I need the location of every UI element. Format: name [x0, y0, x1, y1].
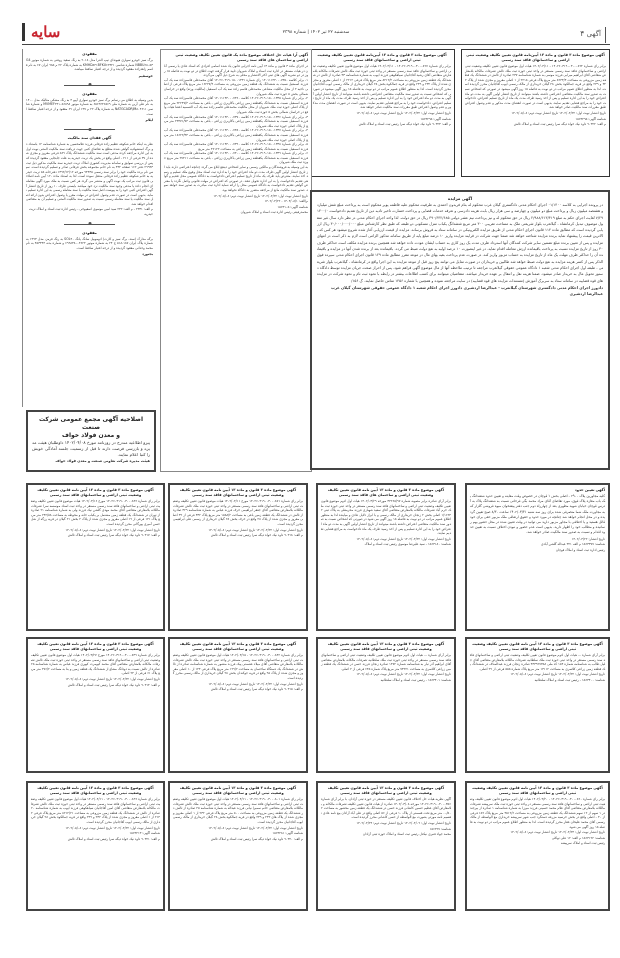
- notice-city: بجنورد: [142, 252, 153, 257]
- notice-top-2: [309, 49, 455, 177]
- notice-dispute-board: [160, 49, 312, 472]
- notice-title: آگهی موضوع ماده ۳ قانون و ماده ۱۳ آیین نامه قانون تعیین تکلیف وضعیت ثبتی اراضی و ساختمانهای فاقد سند رسمی: [179, 642, 297, 651]
- notice-title: آگهی موضوع ماده ۳ قانون و ماده ۱۳ آیین نامه قانون تعیین تکلیف وضعیت ثبتی اراضی و ساختمان های فاقد سند رسمی: [327, 488, 445, 497]
- notice-code: شناسه: ۱۵۶۳۳۷۷ م الف ۳۲۱ عبداله گلشن آبادی: [540, 542, 605, 547]
- notice-signature: محمد جواد قنبری نیکدل رئیس ثبت اسناد و املاک حوزه ثبتی آزادان: [362, 832, 451, 837]
- lost-documents-column: [22, 49, 156, 407]
- notice-signature: م الف: ۹۰۳۲۱ داود نیک خواه دیگه سرا رئیس ثبت اسناد و املاک تالش: [67, 836, 160, 841]
- notice-body: برابر رای شماره ۱۴۰۲۶۰۳۱۹۰۰۳۰۰۰۸۹۹ - ۱۴۰۲/۰۴/۱۱ هیات اول موضوع قانون تعیین تکلیف وضعیت ثبتی اراضی و ساختمانهای فاقد سند رسمی مستقر در واحد ثبتی حوزه ثبت ملک تالش تصرفات مالکانه بلامعارض متقاضی آقای امین آقاجانیان سیاهکوهی فرزند ایوب به شماره شناسنامه ۲۰ صادره از تالش در ششدانگ یک قطعه زمین مزروعی به مساحت ۸۲۱۲/۲۱ متر مربع پلاک فرعی ۲۲۱۴ از ۱ اصلی مفروز و مجزی شده از پلاک ۲۳۲ و ۲۳۹ واقع در قریه جمالکوه بخش ۲۸ گیلان خریداری از مالک رسمی ایوب آقاجانیان محرز گردیده است.: [31, 797, 161, 824]
- notice-dates: تاریخ انتشار نوبت اول: ۱۴۰۲/۰۴/۲۲ تاریخ انتشار نوبت دوم: ۱۴۰۲/۰۵/۰۸: [208, 681, 303, 686]
- notice-body: برگ سبز خودرو سواری هیوندای تیپ النترا مدل ۲۰۱۸ به رنگ سفید روغنی به شماره موتور G4NBBU۶۸۰۵۳ شماره شاسی KMHD۸۴۱BFKU۶۲۳۲۱ به شماره پلاک ۲۲ م ۹۸۵ ایران ۶۷ به نام قاسم زاهدزاده مفقود گردیده و از درجه اعتبار ساقط میباشد.: [26, 58, 153, 72]
- notice-title: مفقودی: [82, 230, 97, 235]
- notice-signature: محمدرفیعی رئیس اداره ثبت اسناد و املاک شیروان: [240, 210, 308, 215]
- notice-signature: دادورز اجرای احکام مدنی دادگستری شهرستان گیلانغرب - عبدالرضا اردشیری دادورز اجرای احکام شعبه ۱ دادگاه عمومی حقوقی شهرستان گیلان غرب عبدالرضا اردشیری: [331, 285, 603, 296]
- notice-code: شناسه آگهی: ۱۵۶۳۲۹۵: [575, 116, 606, 121]
- notice-signature: م الف: ۲۳۳۱ - م الف: ۲۳۲ سید امین موسوی اسفیوخی - رئیس اداره ثبت اسناد و املاک تربت حیدریه: [28, 207, 153, 217]
- auction-notice: [310, 190, 610, 470]
- notice-title: آگهی مزایده: [447, 196, 473, 201]
- notice-body: برابر رای شماره ۱۴۰۲۶۰۳۱۹۰۰۳۰۰۰۸۹۷ - ۱۴۰۲/۰۴/۱۱ هیات اول موضوع قانون تعیین تکلیف وضعیت ثبتی اراضی و ساختمانهای فاقد سند رسمی مستقر در واحد ثبتی حوزه ثبت ملک تالش تصرفات مالکانه بلامعارض متقاضی آقای رشید آقاجانیان سیاهکوهی فرزند ایوب به شماره شناسنامه ۳۳ صادره از تالش در ششدانگ یک قطعه زمین مزروعی به مساحت ۸۲۱۲/۲ متر مربع پلاک فرعی ۲۲۱۲ از ۱ اصلی مفروز و مجزی شده از پلاک ۲۳۲ و ۲۳۹ واقع در قریه جمالکوه بخش ۲۸ گیلان خریداری از مالک رسمی ایوب آقاجانیان محرز گردیده است. لذا به منظور اطلاع عموم مراتب در دو نوبت به فاصله ۱۵ روز آگهی میشود در صورتی که اشخاص نسبت به صدور سند مالکیت متقاضی اعتراضی داشته باشند میتوانند از تاریخ انتشار اولین آگهی به مدت دو ماه اعتراض خود را به این اداره تسلیم و پس از اخذ رسید ظرف مدت یک ماه از تاریخ تسلیم اعتراض، دادخواست خود را به مراجع قضایی تقدیم نمایند. بدیهی است در صورت انقضای مدت مذکور و عدم وصول اعتراض طبق مقررات سند مالکیت صادر خواهد شد.: [313, 64, 452, 110]
- notice-body: برابر رای شماره ۱۴۰۲۶۰۳۱۹۰۰۳۰۰۰۸۳۶ مورخ ۱۴۰۲/۰۳/۱۶ هیات موضوع قانون تعیین تکلیف وضعیت ثبتی اراضی و ساختمانهای فاقد سند رسمی مستقر در واحد ثبت اسناد موسسه سرا تصرفات مالکانه بلامعارض متقاضی آقای محمد مهدی گلشن نیک فرزند ولی به شماره شناسنامه ۲۱ صادره از تهران در ششدانگ یک قطعه زمین مشتمل بر یکباب خانه و محوطه به مساحت ۲۴۲/۵۸ متر مربع پلاک ۱۴۱ فرعی از ۱۹ اصلی مفروز و مجزی شده از پلاک ۲ بخش ۲۱ گیلان در قریه رزگه از شل حسن آمیری پورگانی محرز گردیده است.: [31, 499, 160, 526]
- notice-body: برابر رای شماره ۱۴۰۲۶۰۳۱۹۰۰۳۰۰۰۸۹۴ - ۱۴۰۲/۰۴/۱۱ هیات اول موضوع قانون تعیین تکلیف وضعیت ثبتی اراضی و ساختمانهای فاقد سند رسمی مستقر در واحد ثبتی حوزه ثبت ملک تالش تصرفات مالکانه بلامعارض متقاضی آقای ابراهیم میرابی فرزند موسی به شماره شناسنامه ۲۳۷ صادره از تالش در ششدانگ یک قطعه زمین مزروعی به مساحت ۸۲۴۳/۴ متر مربع پلاک فرعی ۲۲۱۵ از ۱ اصلی مفروز و مجزی شده از پلاک ۲۳۲ و ۲۳۹ واقع در قریه جمالکوه بخش ۲۸ گیلان خریداری از مالک رسمی ایوب آقاجانیان محرز گردیده است. لذا به منظور اطلاع عموم مراتب در دو نوبت به فاصله ۱۵ روز آگهی میشود در صورتی که اشخاص نسبت به صدور سند مالکیت متقاضی اعتراضی داشته باشند میتوانند از تاریخ انتشار اولین آگهی به مدت دو ماه اعتراض خود را به این اداره تسلیم و پس از اخذ رسید ظرف مدت یک ماه از تاریخ تسلیم اعتراض، دادخواست خود را به مراجع قضایی تقدیم نمایند. بدیهی است در صورت انقضای مدت مذکور و عدم وصول اعتراض طبق مقررات سند مالکیت صادر خواهد شد.: [464, 64, 606, 110]
- notice-body: برابر آرای شماره ... هیات اول ادوم موضوع قانون تعیین تکلیف وضعیت ثبتی اراضی و ساختمانهای فاقد سند رسمی مستقر در واحد ثبتی حوزه ثبت ملک سلطانیه تصرفات مالکانه بلامعارض متقاضی آقای جلیل طالب به شناسنامه شماره ۱۵۴ کد ملی ۴۳۳۹۲۷۳۵۸ صادره زنجان فرزند عبدالمناف در ششدانگ یک قطعه زمین زراعی کلاسری به مساحت ۱۳۱۱۲ متر مربع پلاک شماره ۵۵۵ فرعی از ۲۹ اصلی.: [470, 653, 605, 671]
- notice-body: برگه مدارک (سند، برگ سبز و کارت) اتوموبیل سانگ یانگ SOL۴۰ به رنگ قرمز، مدل ۱۳۹۳ به شماره پلاک ایران ۱۸۷-۵۱۸ ج ۲۴ به شماره موتور ۶۹۹۸۳۸۰۰۴۶۲۴ و شماره بدنه ۴۵۳۳۴۴ به نام محمد وحدانی مفقود گردیده و از درجه اعتبار ساقط است.: [26, 236, 153, 250]
- list-item: ۳- برابر رای شماره ۱۴۰۲۶۰۳۱۹۰۱۵۰۰۱۳۳۶ کلاسه ۱۴۰۱۱۱۴۴۰۰۰۷۳۷۰ آقای محمدعلی قاسم‌زاده سه یک آب فرزند اسمعیل نسبت به ششدانگ یکقطعه زمین زراعی باکاربری زراعی - باغی به مساحت ۲۳۴۷۱/۷۴ متر مربع از پلاک اصلی حوزه ثبت ملک شیروان: [164, 114, 308, 128]
- notice-body: برابر رای شماره ۱۴۰۲۶۰۳۱۹۰۰۳۰۰۰۸۰۱ - ۱۴۰۲/۰۴/۱۱ هیات اول موضوع قانون تعیین تکلیف وضعیت ثبتی اراضی و ساختمانهای فاقد سند رسمی مستقر در واحد ثبتی حوزه ثبت ملک تالش تصرفات مالکانه بلامعارض متقاضی خانم سمیرا نیانی فرزند عبداله به شماره شناسنامه ۲۵ صادره از تالش در ششدانگ یک قطعه زمین مزروعی به مساحت ۵۰۰ متر مربع پلاک فرعی ۲۳۲ از ۱ اصلی مفروز و مجزی شده از پلاک های ۲۳۲ و ۲۳۹ واقع در قریه جمالکوه بخش ۲۸ گیلان خریداری از مالک رسمی ایوب آقاجانیان محرز گردیده است.: [173, 797, 304, 824]
- notice-body: برابر رای شماره ۱۴۰۲۶۰۳۱۹۰۰۳۰۰۰۸۹۰ - ۱۴۰۲/۰۴/۲۰ هیات اول ادوم موضوع قانون تعیین تکلیف وضعیت ثبتی اراضی و ساختمانهای فاقد سند رسمی مستقر در واحد ثبتی حوزه ثبت ملک سرپیشه تصرفات مالکانه بلامعارض متقاضی آقای غلام محمد حسینی فرزند میرزا به شماره شناسنامه ۱ صادره از بیرجند در ۱ سهم از ۱۲ سهم ششدانگ یک قطعه زمین مزروعی به مساحت ۳۵۱۲/۶ متر مربع پلاک ۱۵۹ فرعی از ۴۰ - اصلی واقع در بخش خرسیه مزرعه دستگرد جنب شهر سرپیشه خریداری مع الواسطه از مالک رسمی آقای محمد علیخان غفار محرز گردیده است. لذا به منظور اطلاع عموم مراتب در دو نوبت به فاصله ۱۵ روز آگهی می شود.: [470, 797, 605, 829]
- section-label: [577, 27, 606, 43]
- notice-dates: تاریخ انتشار نوبت اول: ۱۴۰۲/۰۴/۲۲ تاریخ انتشار نوبت دوم: ۱۴۰۲/۰۵/۰۸: [356, 536, 451, 541]
- notice-body: کلیه مجاورین پلاک ۲۹۰۰ - اصلی بخش ۱ قوچان در خصوص وقت معاینه و تعیین حدود ششدانگ یک باب مغازه پلاک فوق، مورد تقاضای آقای مراد محمد بگی فرخانی نسبت به ششدانگ پلاک به آدرس قوچان خیابان شهید مطهری بعد از چهارراه دوم جنب دفتر پیشخوان میوه فروشی گلزار که به مجاورت ملک شما متصرفی شده برای روز سه شنبه ۱۴۰۲/۰۴/۳۱ ساعت ۸/۳۰ صبح تعیین گردیده و در محل انجام خواهد شد چنانچه در مورد حدود و حقوق ارتفاقی ملک مزبور حقی برای خود قائل هستید و یا اختلافی با مجاور مزبور دارید می توانید در وقت تعیین شده در محل حضور بهم رسانیده و مطالب خود را اظهار دارید. بدیهی است عدم حضور و نبودن اختلاف نسبت به تعیین حدود اقدام و نسبت به صدور سند مالکیت صادر خواهد شد.: [470, 494, 605, 535]
- notice-signature: م الف: ۹۰۳۲۰ داود نیک خواه دیگه سرا رئیس ثبت اسناد و املاک تالش: [210, 836, 303, 841]
- list-item: ۱- برابر کلاسه ۱۴۰۱۱۱۴۴۰۰۰۷۳۵۰ رای شماره ۱۴۰۲۶۰۳۱۹۰۱۵۰۰۱۳۳۱ آقای محمدعلی قاسم‌زاده سه یک آب فرزند اسمعیل نسبت به ششدانگ یک قطعه زمین مزروعی به مساحت ۱۶۲۲۷/۴ متر مربع پلاک فرعی از اصلی ناحیه ۲ از محل مالکیت مشاعی محمدعلی قاسم زاده سه یک آب اسمعیل (مالکیت ورثه) واقع در خراسان شمالی بخش ۵ حوزه ثبت ملک شیروان: [164, 77, 308, 96]
- notice-code: شناسه: ۱۵۶۲۲۷: [429, 826, 451, 831]
- notice-signature: م الف: ۹۰۳۱۸ داود نیک خواه دیگه سرا رئیس ثبت اسناد و املاک تالش: [210, 533, 303, 538]
- notice-row2-1: [316, 483, 456, 631]
- notice-code: شناسه آگهی: ۱۵۶۳۲۱۳: [129, 831, 160, 836]
- notice-row2-3: [26, 483, 165, 631]
- notice-code: شناسه: ۱۵۶۳۱۹۲ م الف: ۱۲ علی توکلی: [551, 835, 605, 840]
- notice-dates: تاریخ انتشار نوبت اول: ۱۴۰۲/۰۴/۲۲ تاریخ انتشار نوبت دوم: ۱۴۰۲/۰۵/۰۸: [208, 825, 303, 830]
- correction-body: پیرو اطلاعیه مندرج در روزنامه مورخ ۱۴۰۲/۰۴/۰۸ داوطلبان هیئت مدیره و بازرسی فرصت دارند تا قبل از رسمیت جلسه آمادگی خویش را کتبا اعلام نمایند.: [32, 440, 150, 457]
- notice-body: در پرونده اجرایی به کلاسه ۰۱/۱۴۰۰ اجرای احکام مدنی دادگستری گیلان غرب محکوم له بنام فریدون احمدی به طرفیت محکوم علیه فاطمه پوپر محکوم است به پرداخت مبلغ شش میلیارد و هشتصد میلیون ریال و پرداخت مبلغ دو میلیون و چهارصد و سی هزار ریال بابت هزینه دادرسی و تعرفه خدمات قضایی و پرداخت خسارت تاخیر تادیه دین از تاریخ تقدیم دادخواست ۱۴۰۰/۰۷/۲۹ لغایت اجرای حکم به مبلغ ۲/۹۸۸/۶۱۳/۳۱۹ ریال در حق محکوم له و نیز پرداخت نیم عشر دولتی ۳۹۰/۶۴۲/۶۸۵ ریال در حق دولت. لذا واحد اجرای احکام مدنی در نظر دارد سال غیر منقول موصوف تبدیل کرمانشاه - گیلانغرب بلوار شریعتی ملک به مساحت تقریبی ۳۰۰ متر مربع ششدانگ یکباب منزل مسکونی دو طبقه که طبق نظر کارشناس مبلغ ۳۰/۰۰۰/۰۰۰/۰۰۰ ریال ارزیابی گردیده است که مطابق ماده ۱۱۴ قانون اجرای احکام مدنی از طریق مزایده الکترونیکی در سامانه ستاد به فروش برساند. مزایده از قیمت ارزیابی آغاز شده شروع میشود هر کس که بالاترین قیمت را پیشنهاد نماید برنده مزایده شناخته خواهد شد ضمنا جهت شرکت در فرایند مزایده واریز ۱۰ درصد مبلغ پایه از طریق سامانه مذکور الزامی است لازم به ذکر است در انتهای مزایده و پس از تعیین برنده مبلغ تضمین سایر شرکت کنندگان آنها استرداد ظرف مدت یک روز کاری به حساب ایشان عودت داده خواهد شد همچنین برنده مزایده مکلف است حداکثر ظرف ۳۰ روز از تاریخ مزایده نسبت به پرداخت باقیمانده ارزش معامله اقدام نماید. در غیر اینصورت ۱۰ درصد اولیه به نفع دولت ضبط می گردد. باقیمانده بعد از برنده شدن آنها در مزایده و باقیمانده آن را حداکثر ظرف مهلت یک ماه از تاریخ مزایده به حساب مزبور واریز کند. در صورت عدم پرداخت بقیه بهای مال در موعد مقرر مطابق ماده ۱۲۹ قانون اجرای احکام مدنی سپرده فوق الذکر پس از کسر هزینه مزایده به نفع دولت ضبط خواهد شد طالبین و خریداران در صورت تمایل می توانند پنج روز قبل از موعد مزایده به این اجرا واقع در کرمانشاه - گیلانغرب بلوار شریعتی - طبقه اول اجرای احکام مدنی شعبه ۱ دادگاه عمومی حقوقی گیلانغرب مراجعه تا ترتیب ملاحظه آنها از مال موضوع آگهی فراهم شود. پس از احراز صحت جریان مزایده توسط دادگاه دستور تحویل مال به خریدار صادر میشود. ضمنا هزینه نقل و انتقال بر عهده خریدار میباشد. متقاضیان میتوانند برای کسب اطلاعات بیشتر در رابطه با نحوه ثبت نام و نحوه شرکت در مزایده های قوه قضاییه در سامانه ستاد به سربرگ آموزش (مستندات مزایده های قوه قضاییه) در سایت مراجعه نموده و همچنین با شماره ۱۴۵۶ تماس حاصل نمایند. گ ۱۵۶/: [317, 203, 603, 283]
- notice-body: برابر آرای صادره برابر مصوبه شماره ۳۴۲۶۵/۹۷ مورخه ۱۴۰۲/۰۳/۲۹ هیات اول ادوم موضوع قانون تعیین تکلیف وضعیت ثبتی اراضی و ساختمانهای فاقد سند رسمی مستقر در واحد ثبتی حوزه ثبت ملک خرم آباد تصرفات مالکانه بلامعارض متقاضی آقای سعید شهبازی فرزند محرمعلی به پلاک ثبتی ۲۱/۱۶۲۴ اصلی بخش ۲ زنجان خریداری از مالک رسمی و با ابراز دلایل عادی و میاینده لذا به منظور اطلاع عموم مراتب در دو نوبت به فاصله ۱۵ روز آگهی می شود در صورتی که اشخاص نسبت به صدور سند مالکیت متقاضی اعتراض داشته باشند میتوانند از تاریخ انتشار اولین آگهی به مدت دو ماه اعتراض خود را به این اداره تسلیم و پس از اخذ رسید ظرف یک ماه دادخواست به مراجع قضایی تقدیم نمایند.: [321, 499, 451, 536]
- notice-signature: شناسه: ۱۵۶۳۴۰۰ - رئیس ثبت اسناد و املاک سلطانیه: [534, 677, 605, 682]
- list-item: ۵- برابر رای شماره ۱۴۰۲۶۰۳۱۹۰۱۵۰۰۱۳۳۸ کلاسه ۱۴۰۱۱۱۴۴۰۰۰۷۳۹۰ آقای محمدعلی قاسم‌زاده سه یک آب فرزند اسمعیل نسبت به ششدانگ یکقطعه زمین زراعی به مساحت ۳۶۱۲۲ متر مربع: [164, 142, 308, 151]
- notice-dates: تاریخ انتشار نوبت اول: ۱۴۰۲/۰۴/۲۲ تاریخ انتشار نوبت دوم: ۱۴۰۲/۰۵/۰۸: [208, 527, 303, 532]
- separator: [26, 220, 153, 228]
- notice-dates: تاریخ انتشار نوبت اول: ۱۴۰۲/۰۴/۲۲ تاریخ انتشار نوبت دوم: ۱۴۰۲/۰۵/۰۸: [65, 527, 160, 532]
- notice-title: آگهی موضوع ماده ۳ قانون و ماده ۱۳ آیین‌نامه قانون تعیین تکلیف وضعیت ثبتی اراضی و ساختمانهای فاقد سند رسمی: [466, 53, 605, 62]
- notice-city: خوسفیم: [138, 73, 153, 78]
- notice-row3-2: [316, 637, 456, 773]
- notice-row4-3: [168, 781, 308, 911]
- notice-intro: در اجرای ماده ۳ قانون و ماده ۱۳ آیین نامه اجرایی قانون یاد شده اسامی افرادی که اسناد عادی یا رسمی آنان در هیات مستقر در اداره ثبت اسناد و املاک شیروان تایید قرار گرفته جهت اطلاع در دو نوبت به فاصله ۱۵ روز در دو نشریه آگهی های ثبتی اکثر الانتشار و محلی به شرح ذیل آگهی می‌گردد.: [164, 64, 309, 78]
- list-item: ۴- برابر رای شماره ۱۴۰۲۶۰۳۱۹۰۱۵۰۰۱۳۳۷ کلاسه ۱۴۰۱۱۱۴۴۰۰۰۷۳۸۰ آقای محمدعلی قاسم‌زاده سه یک آب فرزند اسمعیل نسبت به ششدانگ یکقطعه زمین زراعی باکاربری زراعی - باغی به مساحت ۱۸۶۲۲/۳۴ متر مربع از پلاک اصلی حوزه ثبت ملک شیروان: [164, 128, 308, 142]
- separator: [26, 81, 153, 89]
- notice-title: آگهی فقدان سند مالکیت: [67, 136, 112, 141]
- page-number: ۴: [580, 29, 585, 38]
- notice-date: تاریخ انتشار: ۱۴۰۲/۰۴/۲۲: [571, 536, 605, 541]
- list-item: ۶- برابر رای شماره ۱۴۰۲۶۰۳۱۹۰۱۵۰۰۱۳۳۹ کلاسه ۱۴۰۱۱۱۴۴۰۰۰۷۴۰۰ آقای محمدعلی قاسم‌زاده سه یک آب فرزند اسمعیل نسبت به ششدانگ یکقطعه زمین زراعی باکاربری زراعی - باغی به مساحت ۲۷۴۱۱ متر مربع حوزه ثبت ملک شیروان: [164, 151, 308, 165]
- notice-title: آگهی موضوع ماده ۳ قانون و ماده ۱۳ آیین نامه قانون تعیین تکلیف وضعیت ثبتی اراضی و ساختمانهای فاقد سند رسمی: [37, 786, 154, 795]
- notice-row2-2: [168, 483, 308, 631]
- notice-body: برابر آرای شماره ... هیات اول ادوم موضوع قانون تعیین تکلیف وضعیت ثبتی اراضی و ساختمانهای فاقد سند رسمی مستقر در واحد ثبتی حوزه ثبت ملک سلطانیه تصرفات مالکانه بلامعارض متقاضی آقای ابراهیم آذر تبار به شناسنامه شماره ۱۴۷۲ صادره زنجان فرزند حسن در ششدانگ یک قطعه زمین زراعی کلاسری به مساحت ۷۳۲۲۱ متر مربع پلاک شماره ۶۴۵ فرعی از ۲ اصلی.: [321, 653, 451, 671]
- notice-title: مفقودی: [82, 91, 97, 96]
- notice-body: برابر رای شماره ۱۴۰۲۶۰۳۱۹۰۰۳۰۰۰۸۴۲ - ۱۴۰۲/۰۳/۱۵ هیات اول موضوع قانون تعیین تکلیف وضعیت ثبتی اراضی و ساختمانهای فاقد سند رسمی مستقر در واحد ثبتی حوزه ثبت ملک تالش تصرفات مالکانه بلامعارض متقاضی آقای میلاد عصمتی پیک فرزند منصور به شماره شناسنامه صادره از تالش در ششدانگ یک دستگاه ساختمان به مساحت ۱۲۹/۲ متر مربع پلاک فرعی ۱۴۴ از ۱۰ اصلی مفروز و مجزی شده از پلاک ۹۵ واقع در قریه جوکندان بخش ۲۸ گیلان خریداری از مالک رسمی محرز گردیده است.: [173, 653, 304, 680]
- notice-code-2: شناسه آگهی: ۱۵۶۳۱۰۵: [277, 204, 308, 209]
- notice-dates: تاریخ انتشار نوبت اول: ۱۴۰۲/۰۴/۲۲ تاریخ انتشار نوبت دوم: ۱۴۰۲/۰۵/۰۸: [510, 672, 605, 677]
- notice-signature: م الف: ۹۰۳۲۳ داود نیک خواه دیگه سرا رئیس ثبت اسناد و املاک تالش: [358, 122, 451, 127]
- notice-title: آگهی آرا هیات حل اختلاف موضوع ماده یک قانون تعیین تکلیف وضعیت ثبتی اراضی و ساختمان های فاقد سند رسمی: [175, 53, 308, 62]
- notice-dates: تاریخ انتشار نوبت اول: ۱۴۰۲/۰۴/۲۲ تاریخ انتشار نوبت دوم: ۱۴۰۲/۰۵/۰۸: [511, 110, 606, 115]
- notice-title: آگهی موضوع ماده ۳ قانون و ماده ۱۳ آیین نامه قانون تعیین تکلیف وضعیت ثبتی اراضی و ساختمانهای فاقد سند رسمی: [472, 786, 603, 795]
- notice-title: آگهی موضوع ماده ۳ قانون و ماده ۱۳ آیین نامه قانون تعیین تکلیف وضعیت ثبتی اراضی و ساختمانهای فاقد سند رسمی: [327, 786, 445, 795]
- notice-outro: به این وسیله به فروشندگان و مالکین رسمی و سایر اشخاص ذینفع ابلاغ می گردد چنانچه اعتراضی دارند باید از تاریخ انتشار اولین آگهی ظرف مدت دو ماه اعتراض خود را به اداره ثبت اسناد محل وقوع ملک تسلیم و رسید اخذ نمایند. معترض باید ظرف یک ماه از تاریخ تسلیم اعتراض دادخواست به دادگاه عمومی محل تقدیم و گواهی تقدیم دادخواست را به این اداره تحویل دهند. در صورتی که اعتراض در مهلت قانونی واصل نگردد یا معترض گواهی تقدیم دادخواست به دادگاه عمومی محل را ارائه ننماید اداره ثبت مبادرت به صدور سند خواهد نمود. صدور سند مالکیت مانع از مراجعه متضرر به دادگاه نخواهد بود.: [164, 165, 308, 193]
- notice-body: برابر رای شماره ۱۴۰۲۶۰۳۱۹۰۰۳۰۰۰۸۷۱ مورخ ۱۴۰۲/۰۴/۱۱ هیات موضوع قانون تعیین تکلیف وضعیت ثبتی اراضی و ساختمانهای فاقد سند رسمی مستقر در واحد ثبتی حوزه ثبت ملک تالش تصرفات مالکانه بلامعارض متقاضی آقای جعفر ابراهیمی خرف فرزند عباس به شماره شناسنامه ۳۲۹ صادره از تالش در ششدانگ یک قطعه زمین باغی به مساحت ۱۵۸۸/۲ متر مربع پلاک ۴۳۲ فرعی از ۳۲ اصلی مفروز و مجزی شده از پلاک ۲۸ واقع در خرف بخش ۲۸ گیلان خریداری از رسمی علی ابراهیمی محرز گردیده است.: [173, 499, 303, 526]
- notice-city: ایلام: [145, 118, 153, 123]
- notice-dates: تاریخ انتشار نوبت اول: ۱۴۰۲/۰۴/۲۴ تاریخ انتشار نوبت دوم: ۱۴۰۲/۰۵/۰۸: [510, 830, 605, 835]
- notice-top-1: [461, 49, 610, 177]
- notice-title: آگهی موضوع ماده ۳ قانون و ماده ۱۳ آیین نامه قانون تعیین تکلیف وضعیت ثبتی اراضی و ساختمانهای فاقد سند رسمی: [472, 642, 603, 651]
- notice-title: آگهی موضوع ماده ۳ قانون و ماده ۱۳ آیین‌نامه قانون تعیین تکلیف وضعیت ثبتی اراضی و ساختمانهای فاقد سند رسمی: [317, 53, 447, 62]
- notice-code: م/الف: ۱۴۰۴/۰۸/۱ - ۱۴۰۲/۰۴/۲۲: [264, 199, 308, 204]
- correction-title-1: اصلاحیه آگهی مجمع عمومی شرکت صنعت: [38, 416, 144, 431]
- issue-line: سه‌شنبه ۲۲ تیر ۱۴۰۲ | شماره ۲۳۹۸: [282, 30, 350, 35]
- notice-body: برابر رای شماره ۱۴۰۲۶۰۳۱۹۰۰۳۰۰۰۸۳۹ مورخ ۱۴۰۲/۰۳/۲۷ هیات اول موضوع قانون تعیین تکلیف وضعیت ثبتی اراضی و ساختمانهای فاقد سند رسمی مستقر در واحد ثبتی حوزه ثبت ملک تالش تصرفات مالکانه بلامعارض متقاضی آقای محمد کیومرث کپوری فرزند عباس به شماره شناسنامه ۲۵ صادره از تالش نسبت به دودانگ مشاع از ششدانگ یک قطعه زمین و بنا به مساحت ۲۷۶/۲ متر مربع پلاک ۶۱ فرعی از ۲۴ اصلی.: [30, 653, 160, 676]
- separator: [26, 125, 153, 133]
- notice-row3-3: [168, 637, 308, 773]
- notice-dates: تاریخ انتشار نوبت اول: ۱۴۰۲/۰۴/۲۲ تاریخ انتشار نوبت دوم: ۱۴۰۲/۰۵/۰۸: [356, 672, 451, 677]
- notice-dates: تاریخ انتشار نوبت اول: ۱۴۰۲/۰۴/۲۲ تاریخ انتشار نوبت دوم: ۱۴۰۲/۰۵/۰۸: [65, 825, 160, 830]
- notice-signature: رئیس ثبت اسناد و املاک سرپیشه: [560, 841, 605, 846]
- correction-title-2: و معدن فولاد خواف: [61, 432, 121, 439]
- notice-dates: تاریخ انتشار نوبت اول: ۱۴۰۲/۰۴/۲۲ تاریخ انتشار نوبت دوم: ۱۴۰۲/۰۵/۰۸: [356, 110, 451, 115]
- notice-title: آگهی موضوع ماده ۳ قانون و ماده ۱۳ آیین نامه قانون تعیین تکلیف وضعیت ثبتی اراضی و ساختمانهای فاقد سند رسمی: [37, 488, 154, 497]
- notice-dates: تاریخ انتشار نوبت اول: ۱۴۰۲/۰۴/۰۹ تاریخ انتشار نوبت دوم: ۱۴۰۲/۰۴/۲۴: [356, 820, 451, 825]
- notice-signature: م الف: ۹۰۳۱۴ داود نیک خواه دیگه سرا رئیس ثبت اسناد و املاک تالش: [67, 682, 160, 687]
- notice-signature: شناسه: ۱۵۶۳۴۰۱ - رئیس ثبت اسناد و املاک سلطانیه: [380, 677, 451, 682]
- notice-dates: تاریخ انتشار نوبت اول: ۱۴۰۲/۰۴/۲۲ تاریخ انتشار نوبت دوم: ۱۴۰۲/۰۵/۰۸: [213, 193, 308, 198]
- list-item: ۲- برابر رای شماره ۱۴۰۲۶۰۳۱۹۰۱۵۰۰۱۳۳۵ کلاسه ۱۴۰۱۱۱۴۴۰۰۰۷۳۶۰ آقای محمدعلی قاسم‌زاده سه یک آب فرزند اسمعیل نسبت به ششدانگ یکقطعه زمین زراعی باکاربری زراعی - باغی به مساحت ۲۲۲۴۷/۴ متر مربع از پلاک اصلی حوزه ثبت ملک شیروان از محل مالکیت محمدعلی قاسم زاده سه یک آب التسمیه اعضا هیات واقع در خراسان شمالی بخش ۵ حوزه ثبت ملک شیروان: [164, 96, 308, 114]
- notice-signature: رئیس اداره ثبت اسناد و املاک قوچان: [555, 547, 605, 552]
- notice-signature: م الف: ۹۰۳۱۵ داود نیک خواه دیگه سرا رئیس ثبت اسناد و املاک تالش: [210, 687, 303, 692]
- section-title: آگهی: [586, 30, 601, 38]
- notice-title: آگهی موضوع ماده ۳ قانون و ماده ۱۳ آیین نامه قانون تعیین تکلیف وضعیت ثبتی اراضی و ساختمانهای فاقد سند رسمی: [179, 786, 297, 795]
- notice-title: آگهی موضوع ماده ۳ قانون و ماده ۱۳ آیین نامه قانون تعیین تکلیف وضعیت ثبتی اراضی و ساختمانهای فاقد سند رسمی: [37, 642, 154, 651]
- notice-row3-4: [26, 637, 165, 773]
- notice-code: شناسه آگهی: ۱۵۶۳۲۹۵: [420, 116, 451, 121]
- notice-title: آگهی موضوع ماده ۳ قانون و ماده ۱۳ آیین نامه قانون تعیین تکلیف وضعیت ثبتی اراضی و ساختمانهای فاقد سند رسمی: [179, 488, 297, 497]
- notice-body: نظر به اینکه خانم شکوفه عظیم زاده فرقانی فرزند غلامحسین به شماره شناسنامه ۱۲ باستناد دو برگ استشهادیه گواهی شده مطلع به تقاضای کتبی جهت دریافت سند مالکیت المثنی نوبت اول به این اداره مراجعه کرده مدعی است سند مالکیت ششدانگ پلاک ۵۶۹ فرعی مفروز و مجزی شده از ۳۷ فرعی از ۲۱۱ - اصلی واقع در بخش یک تربت حیدریه به علت جابجایی مفقود گردیده که پس از بررسی سوابق و سامانه مدیریت کشوری املاک تربت حیدریه سند مالکیت مذکور ذیل ثبت ۲۹۹۴۳ دفتر ۱۶۲ صفحه ۴۳۲ به نام خانم مجموعه بخش فرقانی صادر و تسلیم گردیده است. سپس نام برده مالکیت خود را برابر سند رسمی ۹۴۴۳۵ مورخه ۱۳۹۲/۱۲/۱۲ دفترخانه ۵۸ تربت حیدریه به خانم شکوفه عظیم زاده فرقانی منتقل نموده است. لذا به استناد ماده ۱۲۰ آیین نامه اصلاحی قانون ثبت مراتب یک نوبت آگهی و منتشر می گردد هر کس نسبت به ملک مورد آگهی معامله ای انجام داده یا مدعی وجود سند مالکیت نزد خود میباشد بایستی ظرف ۱۰ روز از تاریخ انتشار آگهی اعتراض کتبی خود را به پیوست اصل سند مالکیت یا سند معامله رسمی به این اداره تسلیم نماید. بدیهی است در صورت عدم وصول اعتراض در مهلت مقرر یا وصول اعتراض بدون ارائه اصل سند مالکیت یا سند معامله رسمی نسبت به صدور سند مالکیت المثنی و تسلیم آن به متقاضی اقدام خواهد شد.: [26, 142, 154, 206]
- notice-title: مفقودی: [82, 52, 97, 56]
- notice-dates: تاریخ انتشار نوبت اول: ۱۴۰۲/۰۴/۲۲ تاریخ انتشار نوبت دوم: ۱۴۰۲/۰۵/۰۸: [65, 676, 160, 681]
- notice-body: آگهی نظریه هیات حل اختلاف قانون تعیین تکلیف مستقر در حوزه ثبتی آزادان. با برابر آرای شماره ۱۴۰۲۶۰۳۱۹۰۰۳۰۰۰۳۵۶ مورخه ۱۴۰۲/۰۳/۰۸ صادره از هیات قانون تعیین تکلیف تصرفات مالکانه و بلامعارض آقای عظیم حسین کاشانی فرزند حسن در ششدانگ یک قطعه زمین محصور به مساحت ۲۰۰/۵۰ متر مربع تحت قسمتی از پلاک ۱۰ فرعی از ۵۶ اصلی واقع در علی آباد آزادان بیع نامه عادی تقسیم نامه مورثی بصورت مع الواسطه از حسن کاشانی محرز گردیده است.: [321, 797, 451, 820]
- correction-signature: هیئت مدیره شرکت تعاونی صنعت و معدن فولاد خواف: [55, 459, 150, 463]
- notice-code: شناسه آگهی: ۱۵۶۳۲۸۱: [272, 831, 303, 836]
- notice-title: آگهی موضوع ماده ۳ قانون و ماده ۱۳ آیین نامه قانون تعیین تکلیف وضعیت ثبتی اراضی و ساختمانهای فاقد سند رسمی: [327, 642, 445, 651]
- notice-row4-2: [316, 781, 456, 911]
- notice-row3-1: [465, 637, 610, 773]
- boundary-notice: [465, 483, 610, 631]
- newspaper-logo: سایه: [22, 23, 60, 41]
- notice-signature: شناسه: ۱۵۶۳۱۸۰ - سید علیرضا موسوی رئیس ثبت اسناد و املاک: [364, 542, 451, 547]
- notice-signature: م الف: ۹۰۳۱۷ داود نیک خواه دیگه سرا رئیس ثبت اسناد و املاک تالش: [67, 533, 160, 538]
- notice-title: آگهی تعیین حدود: [574, 488, 605, 492]
- notice-row4-4: [26, 781, 165, 911]
- notice-row4-1: [465, 781, 610, 911]
- correction-notice: [26, 410, 156, 472]
- notice-body: بدین وسیله به اطلاع می رسانم برگ سبز خودرو سواری آپیو ۴ به رنگ مشکی متالیک مدل ۱۴۰۰ به نام علی آرین به شماره ملی ۶۵۶۹۲۴۶۵۶۹ به شماره موتور MVMEF۲۴۱۰۵۶۸۹۸ و شماره شاسی NATGCADRJM۸۰۴۶۱۱ به شماره پلاک ۲۲ م ۱۳۷ ایران ۶۹ مفقود و از درجه اعتبار ساقط است.: [26, 97, 154, 116]
- page-header: [22, 25, 610, 45]
- notice-signature: م الف: ۹۰۳۲۲ داود نیک خواه دیگه سرا رئیس ثبت اسناد و املاک تالش: [513, 122, 606, 127]
